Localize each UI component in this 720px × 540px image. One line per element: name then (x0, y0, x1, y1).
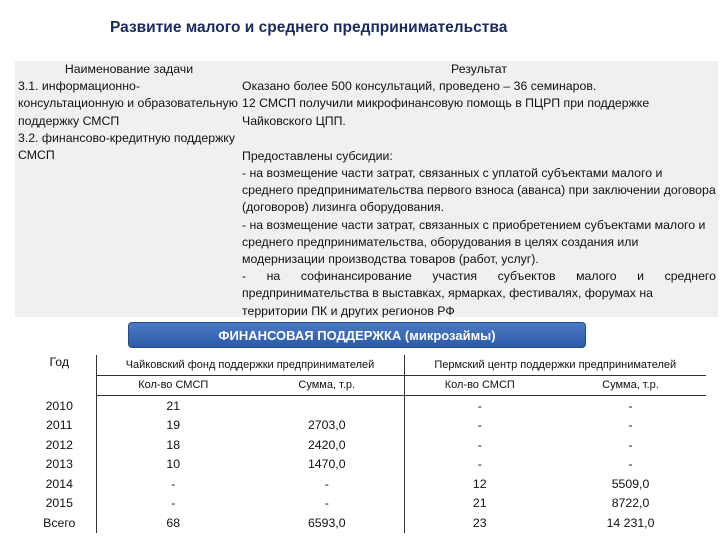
center-count-cell: 12 (472, 476, 487, 491)
tasks-results-panel (15, 61, 718, 317)
fund-count-cell: - (171, 496, 176, 511)
results-header: Результат (451, 62, 507, 76)
finance-table (23, 355, 706, 533)
table-row-total (23, 513, 706, 533)
fund-count-cell: 10 (166, 457, 181, 472)
chaykovsky-fund-header: Чайковский фонд поддержки предпринимателей (96, 355, 404, 375)
result-subsidy-exhibitions-line1: - на софинансирование участия субъектов малого и среднего (242, 269, 716, 284)
tasks-header: Наименование задачи (64, 62, 194, 76)
table-row (23, 455, 706, 475)
fund-count-cell: - (171, 476, 176, 491)
center-count-header: Кол-во СМСП (404, 375, 555, 396)
year-cell: 2014 (23, 474, 96, 494)
result-microfinance: 12 СМСП получили микрофинансовую помощь в ПЦРП при поддержке Чайковского ЦПП. (242, 96, 650, 128)
fund-sum-cell: 6593,0 (250, 513, 404, 533)
table-row (23, 435, 706, 455)
center-count-cell: 21 (472, 496, 487, 511)
fund-count-cell: 68 (166, 515, 181, 530)
year-cell: 2010 (23, 396, 96, 416)
fund-sum-header: Сумма, т.р. (250, 375, 404, 396)
table-row (23, 416, 706, 436)
tasks-column (18, 61, 240, 164)
result-subsidy-exhibitions-rest: предпринимательства в выставках, ярмарках, фестивалях, форумах на территории ПК и других регионов РФ (242, 286, 653, 318)
center-count-cell: - (477, 437, 482, 452)
center-sum-cell: - (628, 418, 633, 433)
center-sum-cell: - (628, 398, 633, 413)
fund-sum-cell: 2420,0 (250, 435, 404, 455)
fund-sum-cell: - (250, 494, 404, 514)
result-subsidy-equipment: - на возмещение части затрат, связанных с приобретением субъектами малого и среднего предпринимательства, оборудования в целях создания или модернизации производства товаров (работ, услуг). (242, 217, 706, 267)
task-item: 3.2. финансово-кредитную поддержку СМСП (18, 130, 235, 163)
year-cell: Всего (23, 513, 96, 533)
result-subsidies-intro: Предоставлены субсидии: (242, 148, 393, 163)
center-count-cell: - (477, 418, 482, 433)
year-cell: 2011 (23, 416, 96, 436)
fund-sum-cell: - (250, 474, 404, 494)
perm-center-header: Пермский центр поддержки предпринимателей (404, 355, 706, 375)
center-count-cell: - (477, 398, 482, 413)
fund-count-cell: 21 (166, 398, 181, 413)
results-column (242, 61, 716, 320)
result-consultations: Оказано более 500 консультаций, проведено – 36 семинаров. (242, 79, 597, 94)
center-sum-cell: 8722,0 (611, 496, 650, 511)
fund-count-header: Кол-во СМСП (96, 375, 250, 396)
year-header: Год (23, 355, 96, 396)
year-cell: 2015 (23, 494, 96, 514)
fund-sum-cell: 1470,0 (250, 455, 404, 475)
financial-support-banner: ФИНАНСОВАЯ ПОДДЕРЖКА (микрозаймы) (128, 322, 586, 348)
table-row (23, 474, 706, 494)
year-cell: 2013 (23, 455, 96, 475)
center-sum-cell: - (628, 437, 633, 452)
center-sum-cell: 5509,0 (611, 476, 650, 491)
center-sum-header: Сумма, т.р. (555, 375, 706, 396)
center-count-cell: 23 (472, 515, 487, 530)
center-count-cell: - (477, 457, 482, 472)
center-sum-cell: - (628, 457, 633, 472)
page-title: Развитие малого и среднего предпринимательства (110, 19, 508, 36)
center-sum-cell: 14 231,0 (606, 515, 655, 530)
year-cell: 2012 (23, 435, 96, 455)
fund-count-cell: 19 (166, 418, 181, 433)
fund-count-cell: 18 (166, 437, 181, 452)
fund-sum-cell: 2703,0 (250, 416, 404, 436)
table-row (23, 396, 706, 416)
table-row (23, 494, 706, 514)
task-item: 3.1. информационно-консультационную и образовательную поддержку СМСП (18, 79, 238, 128)
result-subsidy-leasing: - на возмещение части затрат, связанных с уплатой субъектами малого и среднего предпринимательства первого взноса (аванса) при заключении договора (договоров) лизинга оборудования. (242, 166, 716, 215)
fund-sum-cell (250, 396, 404, 416)
